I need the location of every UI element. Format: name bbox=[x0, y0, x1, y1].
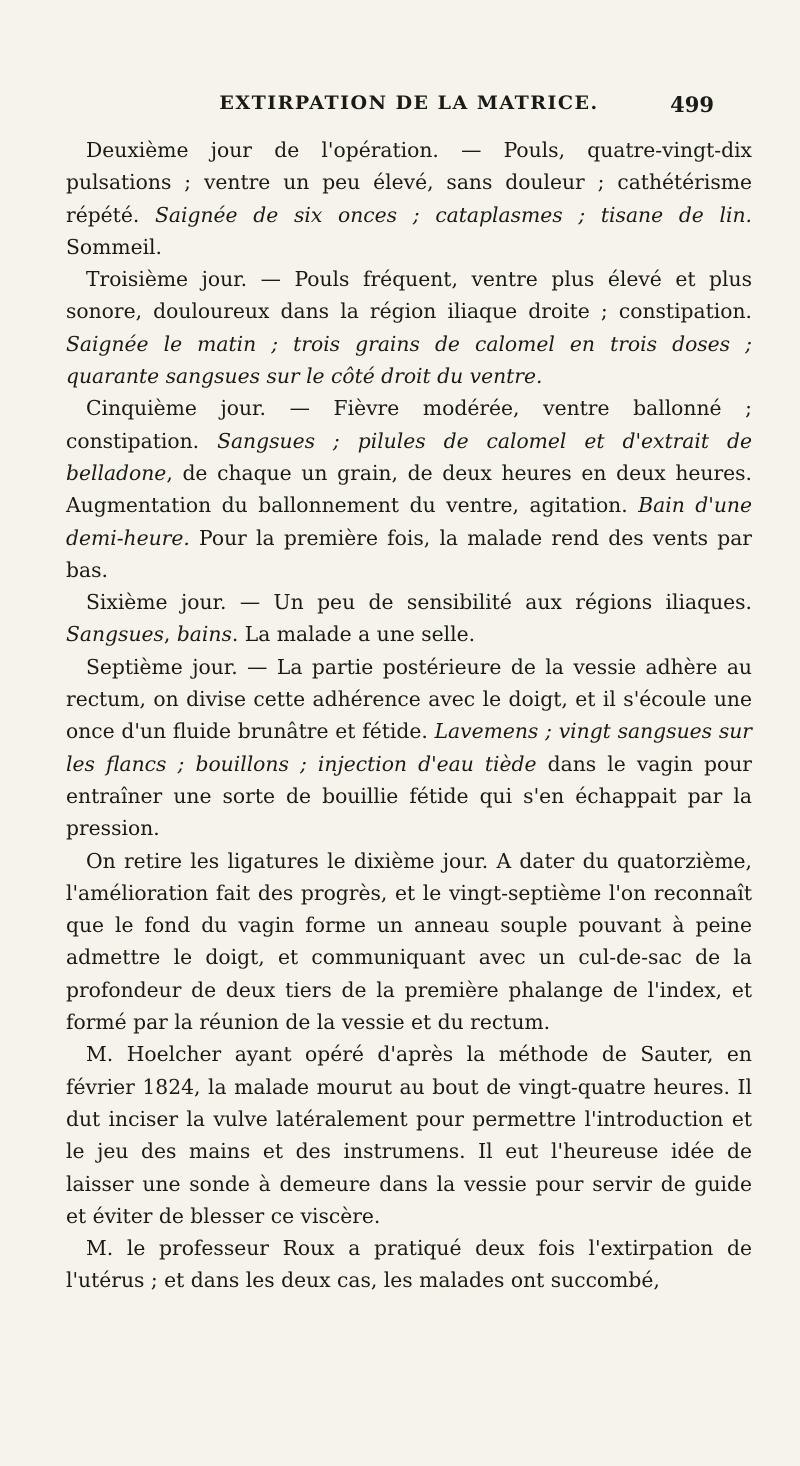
text-run: On retire les ligatures le dixième jour. A dater du quatorzième, l'amélioration fait des progrès, et le vingt-septième l'on reconnaît que le fond du vagin forme un anneau souple pouvant à peine admettre le doigt, et communiquant avec un cul-de-sac de la profondeur de deux tiers de la première phalange de l'index, et formé par la réunion de la vessie et du rectum. bbox=[66, 848, 752, 1035]
page-number: 499 bbox=[670, 92, 714, 117]
text-run: Pour la première fois, la malade rend des vents par bas. bbox=[66, 525, 752, 582]
italic-text: Lavemens ; vingt sangsues sur les flancs ; bouillons ; injection d'eau tiède bbox=[66, 719, 752, 776]
text-run: , de chaque un grain, de deux heures en deux heures. Augmentation du ballonnement du ventre, agitation. bbox=[66, 460, 752, 518]
text-run: Septième jour. — La partie postérieure de la vessie adhère au rectum, on divise cette adhérence avec le doigt, et il s'écoule une once d'un fluide brunâtre et fétide. bbox=[66, 654, 752, 744]
text-run: , bbox=[163, 622, 177, 647]
paragraph bbox=[66, 392, 752, 586]
italic-text: Bain d'une demi-heure. bbox=[66, 493, 752, 550]
paragraph bbox=[66, 586, 752, 651]
paragraph bbox=[66, 263, 752, 392]
text-run: dans le vagin pour entraîner une sorte de bouillie fétide qui s'en échappait par la pression. bbox=[66, 751, 753, 841]
text-run: Troisième jour. — Pouls fréquent, ventre plus élevé et plus sonore, douloureux dans la région iliaque droite ; constipation. bbox=[66, 267, 752, 324]
paragraph bbox=[66, 1038, 752, 1232]
italic-text: Saignée de six onces ; cataplasmes ; tisane de lin. bbox=[155, 202, 752, 227]
text-run: Deuxième jour de l'opération. — Pouls, quatre-vingt-dix pulsations ; ventre un peu élevé, sans douleur ; cathétérisme répété. bbox=[66, 138, 752, 227]
paragraph bbox=[66, 845, 752, 1039]
text-run: Sixième jour. — Un peu de sensibilité aux régions iliaques. bbox=[86, 590, 752, 615]
text-run: M. le professeur Roux a pratiqué deux fois l'extirpation de l'utérus ; et dans les deux cas, les malades ont succombé, bbox=[66, 1236, 752, 1293]
paragraph bbox=[66, 651, 752, 845]
italic-text: bains bbox=[176, 622, 232, 647]
running-head bbox=[66, 92, 752, 124]
text-run: M. Hoelcher ayant opéré d'après la méthode de Sauter, en février 1824, la malade mourut au bout de vingt-quatre heures. Il dut inciser la vulve latéralement pour permettre l'introduction et le jeu des mains et des instrumens. Il eut l'heureuse idée de laisser une sonde à demeure dans la vessie pour servir de guide et éviter de blesser ce viscère. bbox=[66, 1042, 752, 1228]
paragraph bbox=[66, 1232, 752, 1297]
text-run: . La malade a une selle. bbox=[231, 622, 476, 647]
text-run: Cinquième jour. — Fièvre modérée, ventre ballonné ; constipation. bbox=[66, 396, 752, 453]
italic-text: Sangsues bbox=[66, 622, 164, 647]
body-text bbox=[66, 134, 752, 1297]
text-run: Sommeil. bbox=[66, 234, 162, 259]
italic-text: Sangsues ; pilules de calomel et d'extrait de belladone bbox=[66, 428, 752, 485]
paragraph bbox=[66, 134, 752, 263]
running-title: EXTIRPATION DE LA MATRICE. bbox=[219, 92, 599, 114]
italic-text: Saignée le matin ; trois grains de calomel en trois doses ; quarante sangsues sur le côté droit du ventre. bbox=[66, 331, 752, 389]
